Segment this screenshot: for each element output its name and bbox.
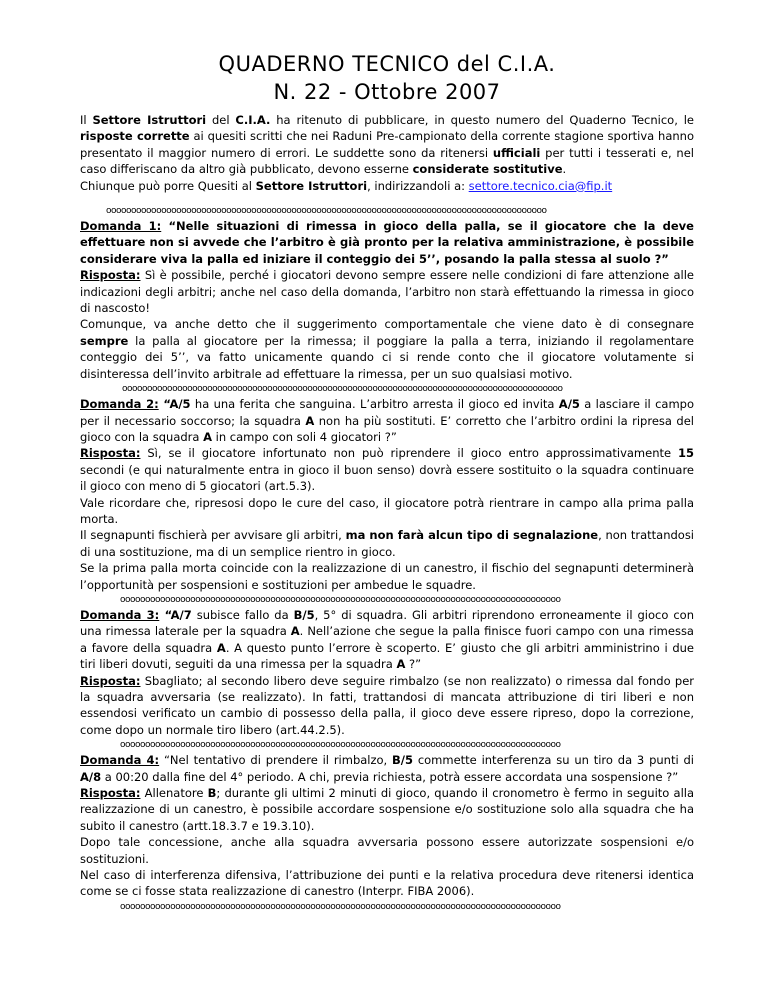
email-link[interactable]: settore.tecnico.cia@fip.it	[468, 178, 613, 193]
separator: oooooooooooooooooooooooooooooooooooooooooooooooooooooooooooooooooooooooooooooooooooooooo	[120, 740, 561, 751]
answer-2-note-1: Vale ricordare che, ripresosi dopo le cure del caso, il giocatore potrà rientrare in campo alla prima palla morta.	[80, 495, 694, 526]
answer-1-note: Comunque, va anche detto che il suggerimento comportamentale che viene dato è di consegnare sempre la palla al giocatore per la rimessa; il poggiare la palla a terra, iniziando il regolamentare conteggio dei 5’’, va fatto unicamente quando ci si rende conto che il giocatore volutamente si disinteressa dell’invito arbitrale ad effettuare la rimessa, per un suo qualsiasi motivo.	[80, 317, 694, 381]
intro-paragraph: Il Settore Istruttori del C.I.A. ha ritenuto di pubblicare, in questo numero del Quaderno Tecnico, le risposte corrette ai quesiti scritti che nei Raduni Pre-campionato della corrente stagione sportiva hanno presentato il maggior numero di errori. Le suddette sono da ritenersi ufficiali per tutti i tesserati e, nel caso differiscano da altro già pubblicato, devono esserne considerate sostitutive. Chiunque può porre Quesiti al Settore Istruttori, indirizzandoli a: settore.tecnico.cia@fip.it	[80, 113, 694, 193]
question-3: Domanda 3: “A/7 subisce fallo da B/5, 5° di squadra. Gli arbitri riprendono erroneamente il gioco con una rimessa laterale per la squadra A. Nell’azione che segue la palla finisce fuori campo con una rimessa a favore della squadra A. A questo punto l’errore è scoperto. E’ giusto che gli arbitri amministrino i due tiri liberi dovuti, seguiti da una rimessa per la squadra A ?”	[80, 607, 695, 672]
answer-2-note-3: Se la prima palla morta coincide con la realizzazione di un canestro, il fischio del segnapunti determinerà l’opportunità per sospensioni e sostituzioni per ambedue le squadre.	[80, 561, 694, 592]
answer-3: Risposta: Sbagliato; al secondo libero deve seguire rimbalzo (se non realizzato) o rimessa dal fondo per la squadra avversaria (se realizzato). In fatti, trattandosi di mancata attribuzione di tiri liberi e non essendosi verificato un cambio di possesso della palla, il gioco deve essere ripreso, dopo la correzione, come dopo un normale tiro libero (art.44.2.5).	[80, 673, 694, 737]
question-2: Domanda 2: “A/5 ha una ferita che sanguina. L’arbitro arresta il gioco ed invita A/5 a lasciare il campo per il necessario soccorso; la squadra A non ha più sostituti. E’ corretto che l’arbitro ordini la ripresa del gioco con la squadra A in campo con soli 4 giocatori ?”	[80, 397, 694, 444]
answer-4: Risposta: Allenatore B; durante gli ultimi 2 minuti di gioco, quando il cronometro è fermo in seguito alla realizzazione di un canestro, è possibile accordare sospensione e/o sostituzione solo alla squadra che ha subito il canestro (artt.18.3.7 e 19.3.10).	[80, 786, 695, 833]
answer-1: Risposta: Sì è possibile, perché i giocatori devono sempre essere nelle condizioni di fare attenzione alle indicazioni degli arbitri; anche nel caso della domanda, l’arbitro non starà effettuando la rimessa in gioco di nascosto!	[80, 268, 694, 316]
separator: oooooooooooooooooooooooooooooooooooooooooooooooooooooooooooooooooooooooooooooooooooooooo	[120, 901, 561, 912]
question-4: Domanda 4: “Nel tentativo di prendere il rimbalzo, B/5 commette interferenza su un tiro da 3 punti di A/8 a 00:20 dalla fine del 4° periodo. A chi, previa richiesta, potrà essere accordata una sospensione ?”	[80, 753, 694, 784]
issue-title: N. 22 - Ottobre 2007	[273, 80, 501, 104]
separator: oooooooooooooooooooooooooooooooooooooooooooooooooooooooooooooooooooooooooooooooooooooooo	[122, 384, 563, 395]
separator: oooooooooooooooooooooooooooooooooooooooooooooooooooooooooooooooooooooooooooooooooooooooo	[120, 594, 561, 605]
answer-2-note-2: Il segnapunti fischierà per avvisare gli arbitri, ma non farà alcun tipo di segnalazione, non trattandosi di una sostituzione, ma di un semplice rientro in gioco.	[80, 528, 695, 559]
document-page	[80, 50, 694, 914]
answer-4-note-1: Dopo tale concessione, anche alla squadra avversaria possono essere autorizzate sospensioni e/o sostituzioni.	[80, 835, 694, 866]
separator: oooooooooooooooooooooooooooooooooooooooooooooooooooooooooooooooooooooooooooooooooooooooo	[106, 206, 547, 217]
answer-2: Risposta: Sì, se il giocatore infortunato non può riprendere il gioco entro approssimativamente 15 secondi (e qui naturalmente entra in gioco il buon senso) dovrà essere sostituito o la squadra continuare il gioco con meno di 5 giocatori (art.5.3).	[80, 446, 694, 494]
document-title: QUADERNO TECNICO del C.I.A.	[218, 52, 556, 76]
answer-4-note-2: Nel caso di interferenza difensiva, l’attribuzione dei punti e la relativa procedura deve ritenersi identica come se ci fosse stata realizzazione di canestro (Interpr. FIBA 2006).	[80, 868, 694, 899]
question-1: Domanda 1: “Nelle situazioni di rimessa in gioco della palla, se il giocatore che la deve effettuare non si avvede che l’arbitro è già pronto per la relativa amministrazione, è possibile considerare viva la palla ed iniziare il conteggio dei 5’’, posando la palla stessa al suolo ?”	[80, 219, 694, 266]
